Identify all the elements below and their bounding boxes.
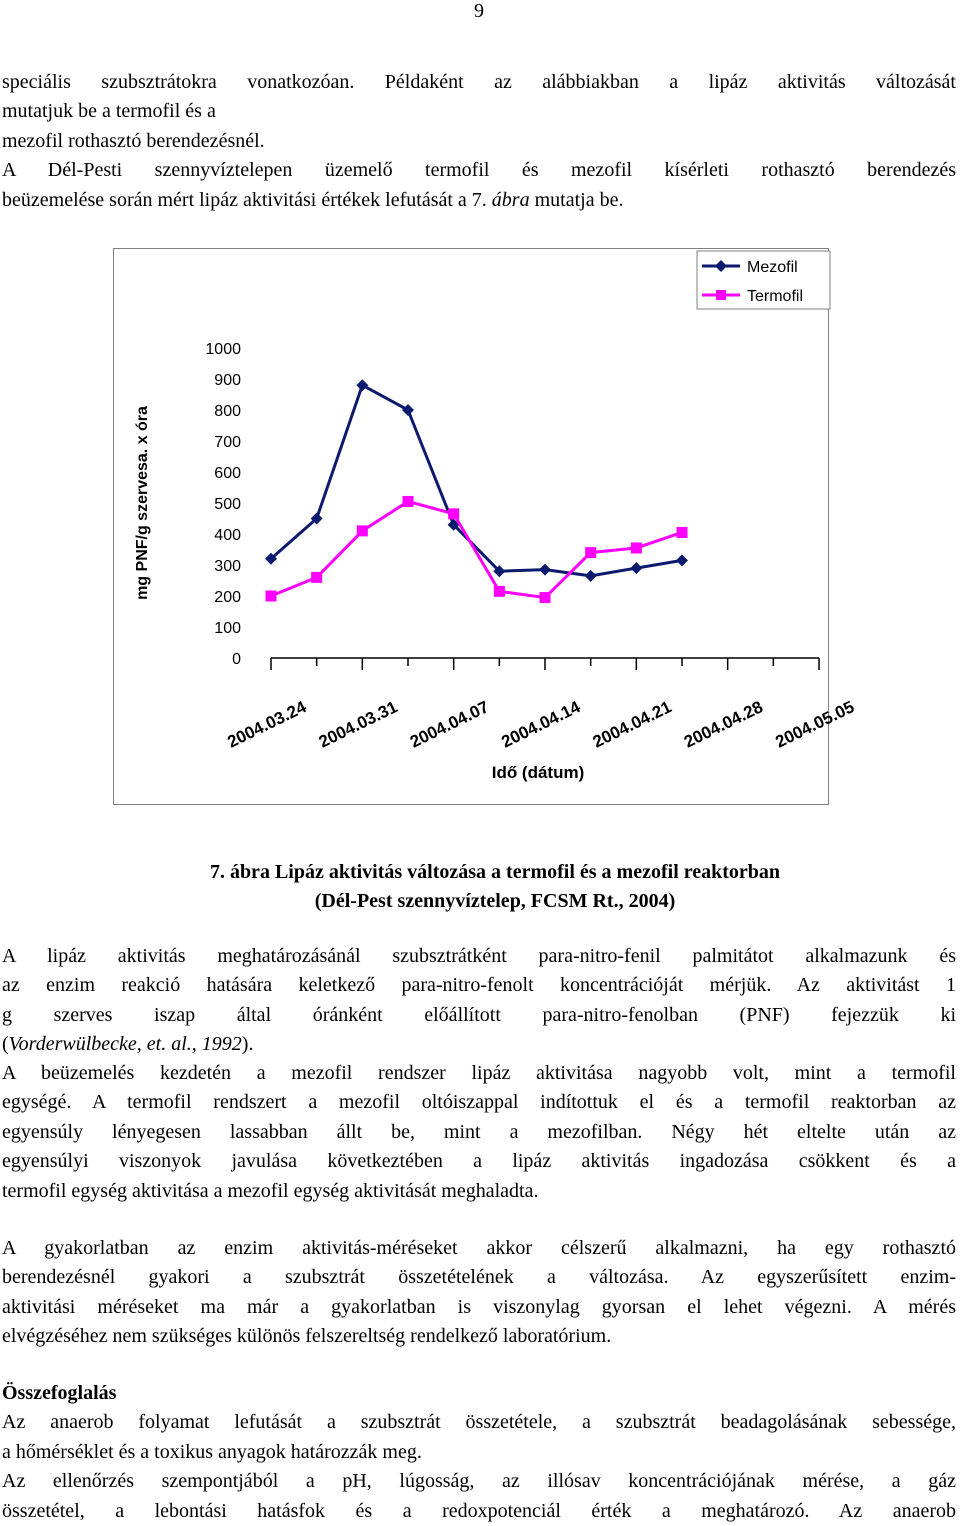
data-point-termofil [677, 527, 688, 538]
chart-svg [113, 248, 858, 805]
results-paragraph [2, 1059, 956, 1206]
data-point-termofil [311, 572, 322, 583]
data-point-termofil [540, 592, 551, 603]
summary-heading: Összefoglalás [2, 1382, 117, 1404]
data-point-termofil [357, 525, 368, 536]
y-tick-label: 900 [214, 372, 241, 389]
figure-caption-line-1: 7. ábra Lipáz aktivitás változása a termofil és a mezofil reaktorban [209, 861, 781, 883]
y-tick-label: 800 [214, 403, 241, 420]
text-line: A gyakorlatban az enzim aktivitás-méréseket akkor célszerű alkalmazni, ha egy rothasztó [2, 1237, 956, 1259]
practice-paragraph [2, 1234, 956, 1352]
lipase-activity-chart [113, 248, 858, 805]
data-point-termofil [631, 542, 642, 553]
text-line: egyensúly lényegesen lassabban állt be, mint a mezofilban. Négy hét eltelte után az [2, 1120, 956, 1143]
data-point-termofil [266, 591, 277, 602]
y-tick-label: 300 [214, 558, 241, 575]
data-point-termofil [448, 508, 459, 519]
text-line: egységé. A termofil rendszert a mezofil oltóiszappal indítottuk el és a termofil reaktorban az [2, 1091, 956, 1114]
text-line: aktivitási méréseket ma már a gyakorlatban is viszonylag gyorsan el lehet végezni. A mérés [2, 1295, 956, 1318]
text-line: az enzim reakció hatására keletkező para-nitro-fenolt koncentrációját mérjük. Az aktivitást 1 [2, 974, 956, 997]
x-tick-label: 2004.05.05 [772, 697, 858, 752]
y-tick-label: 500 [214, 496, 241, 513]
x-tick-label: 2004.04.21 [589, 697, 675, 752]
text-line: Az ellenőrzés szempontjából a pH, lúgosság, az illósav koncentrációjának mérése, a gáz [2, 1470, 956, 1493]
text-line: Az anaerob folyamat lefutását a szubsztrát összetétele, a szubsztrát beadagolásának sebessége, [2, 1411, 956, 1434]
legend-label-termofil: Termofil [747, 288, 804, 305]
text-line: beüzemelése során mért lipáz aktivitási értékek lefutását a 7. ábra mutatja be. [2, 188, 624, 211]
summary-section [2, 1379, 956, 1526]
text-line: a hőmérséklet és a toxikus anyagok határozzák meg. [2, 1440, 422, 1463]
figure-caption-line-2: (Dél-Pest szennyvíztelep, FCSM Rt., 2004) [314, 890, 676, 912]
data-point-termofil [585, 547, 596, 558]
text-line: egyensúlyi viszonyok javulása következtében a lipáz aktivitás ingadozása csökkent és a [2, 1150, 956, 1173]
text-line: elvégzéséhez nem szükséges különös felszereltség rendelkező laboratórium. [2, 1325, 612, 1348]
y-axis-title: mg PNF/g szervesa. x óra [134, 406, 151, 600]
y-tick-label: 0 [232, 651, 241, 668]
text-line: A lipáz aktivitás meghatározásánál szubsztrátként para-nitro-fenil palmitátot alkalmazunk és [2, 945, 956, 967]
text-line: összetétel, a lebontási hatásfok és a redoxpotenciál érték a meghatározó. Az anaerob [2, 1499, 956, 1522]
y-tick-label: 200 [214, 589, 241, 606]
text-line: A beüzemelés kezdetén a mezofil rendszer lipáz aktivitása nagyobb volt, mint a termofil [2, 1062, 956, 1084]
text-line: g szerves iszap által óránként előállított para-nitro-fenolban (PNF) fejezzük ki [2, 1003, 956, 1026]
data-point-termofil [494, 586, 505, 597]
legend-marker-termofil [716, 290, 726, 300]
legend-label-mezofil: Mezofil [747, 259, 798, 276]
y-tick-label: 400 [214, 527, 241, 544]
citation: Vorderwülbecke, et. al., 1992 [8, 1033, 242, 1056]
data-point-termofil [403, 496, 414, 507]
x-tick-label: 2004.04.28 [681, 697, 766, 752]
text-line: speciális szubsztrátokra vonatkozóan. Példaként az alábbiakban a lipáz aktivitás változását [2, 71, 956, 93]
x-tick-label: 2004.04.07 [407, 697, 492, 752]
text-line: mezofil rothasztó berendezésnél. [2, 129, 265, 152]
y-tick-label: 700 [214, 434, 241, 451]
text-line: termofil egység aktivitása a mezofil egység aktivitását meghaladta. [2, 1179, 539, 1202]
text-line: (Vorderwülbecke, et. al., 1992). [2, 1033, 254, 1056]
figure-reference: ábra [491, 188, 530, 211]
x-axis-title: Idő (dátum) [491, 763, 585, 782]
x-tick-label: 2004.03.24 [224, 697, 310, 752]
text-line: berendezésnél gyakori a szubsztrát összetételének a változása. Az egyszerűsített enzim- [2, 1266, 956, 1289]
y-tick-label: 600 [214, 465, 241, 482]
text-line: A Dél-Pesti szennyvíztelepen üzemelő termofil és mezofil kísérleti rothasztó berendezés [2, 159, 956, 182]
y-tick-label: 100 [214, 620, 241, 637]
text-line: mutatjuk be a termofil és a [2, 100, 216, 123]
chart-legend [697, 251, 830, 309]
x-tick-label: 2004.03.31 [315, 697, 401, 752]
x-tick-label: 2004.04.14 [498, 697, 584, 752]
page-number: 9 [474, 0, 484, 22]
intro-paragraph [2, 68, 956, 215]
y-tick-label: 1000 [205, 341, 241, 358]
method-paragraph [2, 942, 956, 1060]
